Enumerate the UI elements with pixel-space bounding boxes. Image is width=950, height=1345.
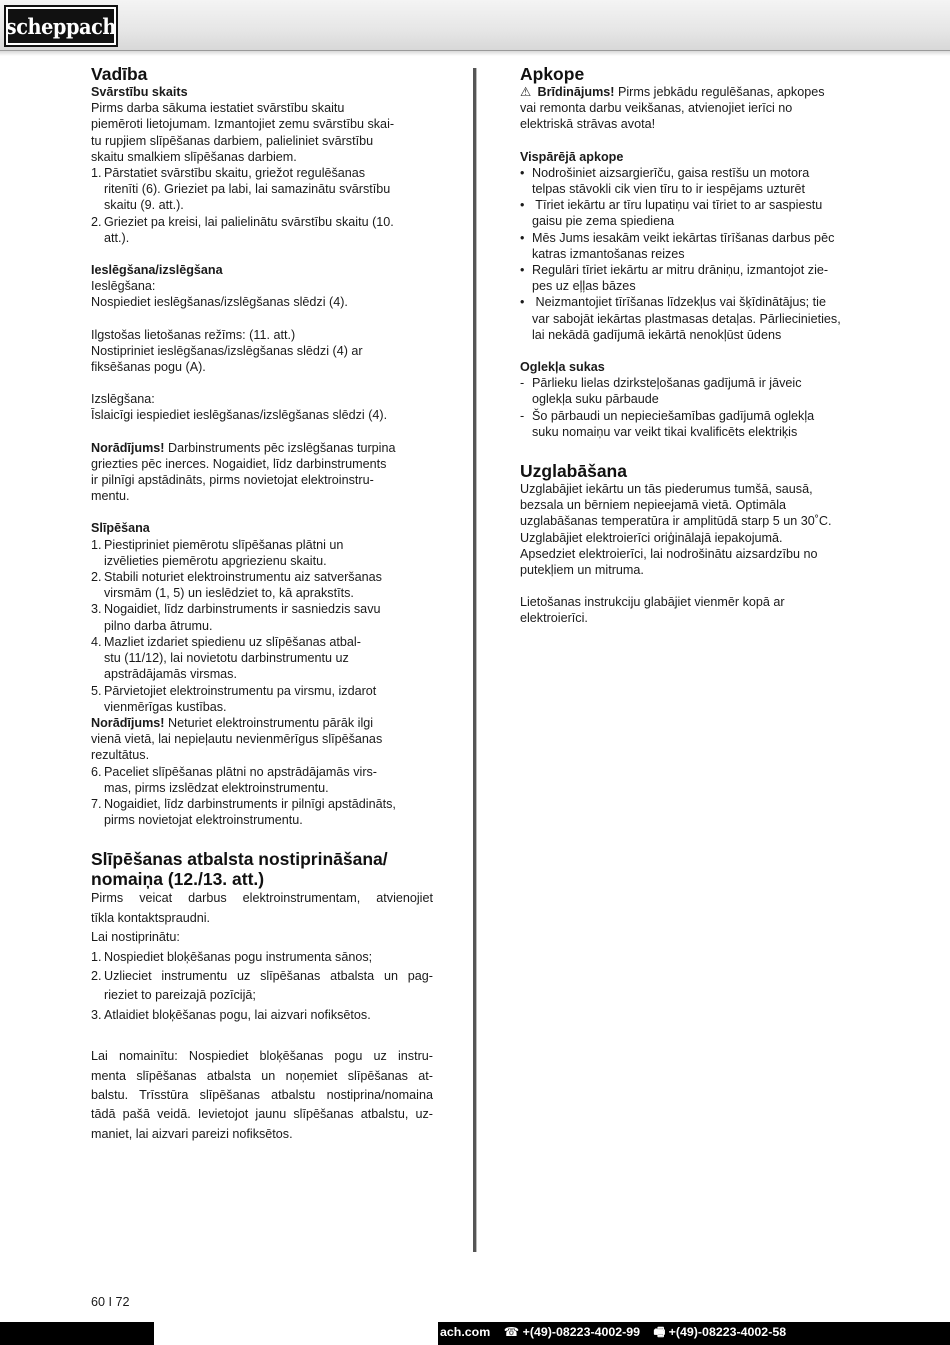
atbalsta-heading: Slīpēšanas atbalsta nostiprināšana/ nomaiņa (12./13. att.): [91, 849, 388, 889]
list-item: - Pārlieku lielas dzirksteļošanas gadījumā ir jāveic oglekļa suku pārbaude: [520, 376, 802, 407]
vadiba-heading: Vadība: [91, 64, 148, 84]
warning-paragraph: ⚠ Brīdinājums! Pirms jebkādu regulēšanas, apkopes vai remonta darbu veikšanas, atvienojiet ierīci no elektriskā strāvas avota!: [520, 85, 825, 132]
list-item: 7. Nogaidiet, līdz darbinstruments ir pilnīgi apstādināts, pirms novietojat elektroinstrumentu.: [91, 796, 396, 828]
list-item: 1. Pārstatiet svārstību skaitu, griežot regulēšanas ritenīti (6). Grieziet pa labi, lai samazinātu svārstību skaitu (9. att.).: [91, 166, 391, 213]
ieslegsana-heading: Ieslēgšana/izslēgšana: [91, 263, 223, 278]
atbalsta-section: Pirms veicat darbus elektroinstrumentam, atvienojiet tīkla kontaktspraudni. Lai nostiprinātu: 1. Nospiediet bloķēšanas pogu instrumenta sānos; 2. Uzlieciet instrumentu uz slīpēšanas atbalsta un pag- rieziet to pareizajā pozīcijā; 3. Atlaidiet bloķēšanas pogu, lai aizvari nofiksētos. Lai nomainītu: Nospiediet bloķēšanas pogu uz instru- menta slīpēšanas atbalsta un noņemiet slīpēšanas at- balstu. Trīsstūra slīpēšanas atbalstu nostiprina/nomaina tādā pašā veidā. Ievietojot jaunu slīpēšanas atbalstu, uz- maniet, lai aizvari pareizi nofiksētos.: [91, 889, 433, 1144]
header-shadow: [0, 50, 950, 56]
oglekla-heading: Oglekļa sukas: [520, 360, 605, 375]
list-item: 2. Grieziet pa kreisi, lai palielinātu svārstību skaitu (10. att.).: [91, 214, 394, 245]
list-item: 2. Stabili noturiet elektroinstrumentu aiz satveršanas virsmām (1, 5) un ieslēdziet to, kā aprakstīts.: [91, 570, 382, 601]
footer-white-block: [154, 1322, 438, 1345]
logo-text: scheppach: [5, 13, 117, 39]
svarstibu-heading: Svārstību skaits: [91, 85, 188, 99]
lietosanas-paragraph: Lietošanas instrukciju glabājiet vienmēr kopā ar elektroierīci.: [520, 595, 785, 626]
note-paragraph: Norādījums! Darbinstruments pēc izslēgšanas turpina griezties pēc inerces. Nogaidiet, līdz darbinstruments ir pilnīgi apstādināts, pirms novietojat elektroinstru- mentu.: [91, 440, 396, 504]
note-paragraph: Norādījums! Neturiet elektroinstrumentu pārāk ilgi vienā vietā, lai nepieļautu nevienmērīgus slīpēšanas rezultātus.: [91, 715, 383, 763]
list-item: • Regulāri tīriet iekārtu ar mitru drāniņu, izmantojot zie- pes uz eļļas bāzes: [520, 263, 829, 294]
nomainit-paragraph: Lai nomainītu: Nospiediet bloķēšanas pogu uz instru- menta slīpēšanas atbalsta un noņemiet slīpēšanas at- balstu. Trīsstūra slīpēšanas atbalstu nostiprina/nomaina tādā pašā veidā. Ievietojot jaunu slīpēšanas atbalstu, uz- maniet, lai aizvari pareizi nofiksētos.: [91, 1049, 433, 1141]
list-item: 6. Paceliet slīpēšanas plātni no apstrādājamās virs- mas, pirms izslēdzat elektroinstrumentu.: [91, 764, 378, 795]
page-number: 60 I 72: [91, 1295, 130, 1309]
ieslegsana-text: Nospiediet ieslēgšanas/izslēgšanas slēdzi (4).: [91, 295, 348, 310]
list-item: • Nodrošiniet aizsargierīču, gaisa restīšu un motora telpas stāvokli cik vien tīru to ir iespējams uzturēt: [520, 165, 810, 197]
list-item: 5. Pārvietojiet elektroinstrumentu pa virsmu, izdarot vienmērīgas kustības.: [91, 683, 377, 714]
list-item: • Neizmantojiet tīrīšanas līdzekļus vai šķīdinātājus; tie var sabojāt iekārtas plastmasas detaļas. Pārliecinieties, lai nekādā gadījumā iekārtā nenokļūst ūdens: [520, 295, 841, 342]
apkope-heading: Apkope: [520, 64, 585, 84]
svarstibu-paragraph: Pirms darba sākuma iestatiet svārstību skaitu piemēroti lietojumam. Izmantojiet zemu svārstību skai- tu rupjiem slīpēšanas darbiem, palieliniet svārstību skaitu smalkiem slīpēšanas darbiem.: [91, 101, 395, 164]
footer-contact: [440, 1324, 796, 1341]
column-divider: [473, 68, 476, 1252]
list-item: - Šo pārbaudi un nepieciešamības gadījumā oglekļa suku nomaiņu var veikt tikai kvalificēts elektriķis: [520, 408, 815, 439]
warning-icon: ⚠: [520, 85, 532, 99]
list-item: 2. Uzlieciet instrumentu uz slīpēšanas atbalsta un pag- rieziet to pareizajā pozīcijā;: [91, 968, 433, 1003]
footer-fax: 🖷 +(49)-08223-4002-58: [653, 1325, 787, 1339]
list-item: 1. Piestipriniet piemērotu slīpēšanas plātni un izvēlieties piemērotu apgriezienu skaitu.: [91, 537, 344, 568]
list-item: 1. Nospiediet bloķēšanas pogu instrumenta sānos;: [91, 949, 373, 964]
visparja-apkope-heading: Vispārējā apkope: [520, 149, 624, 164]
list-item: 3. Atlaidiet bloķēšanas pogu, lai aizvari nofiksētos.: [91, 1007, 371, 1022]
slipesana-heading: Slīpēšana: [91, 521, 150, 536]
uzglabasana-heading: Uzglabāšana: [520, 461, 627, 482]
list-item: • Mēs Jums iesakām veikt iekārtas tīrīšanas darbus pēc katras izmantošanas reizes: [520, 230, 835, 261]
izslegsana-text: Īslaicīgi iespiediet ieslēgšanas/izslēgšanas slēdzi (4).: [91, 408, 388, 423]
right-column: [520, 65, 858, 627]
list-item: • Tīriet iekārtu ar tīru lupatiņu vai tīriet to ar saspiestu gaisu pie zema spiediena: [520, 198, 823, 229]
uzglabasana-paragraph: Uzglabājiet iekārtu un tās piederumus tumšā, sausā, bezsala un bērniem nepieejamā vietā. Optimāla uzglabāšanas temperatūra ir amplitūdā starp 5 un 30˚C. Uzglabājiet elektroierīci oriģinālajā iepakojumā. Apsedziet elektroierīci, lai nodrošinātu aizsardzību no putekļiem un mitruma.: [520, 482, 832, 578]
footer-web: ach.com: [440, 1325, 491, 1339]
left-column: Vadība Svārstību skaits Pirms darba sākuma iestatiet svārstību skaitu piemēroti lietojumam. Izmantojiet zemu svārstību skai- tu rupjiem slīpēšanas darbiem, palieliniet svārstību skaitu smalkiem slīpēšanas darbiem. 1. Pārstatiet svārstību skaitu, griežot regulēšanas ritenīti (6). Grieziet pa labi, lai samazinātu svārstību skaitu (9. att.). 2. Grieziet pa kreisi, lai palielinātu svārstību skaitu (10. att.). Ieslēgšana/izslēgšana Ieslēgšana: Nospiediet ieslēgšanas/izslēgšanas slēdzi (4). Ilgstošas lietošanas režīms: (11. att.) Nostipriniet ieslēgšanas/izslēgšanas slēdzi (4) ar fiksēšanas pogu (A). Izslēgšana: Īslaicīgi iespiediet ieslēgšanas/izslēgšanas slēdzi (4). Norādījums! Darbinstruments pēc izslēgšanas turpina griezties pēc inerces. Nogaidiet, līdz darbinstruments ir pilnīgi apstādināts, pirms novietojat elektroinstru- mentu. Slīpēšana 1. Piestipriniet piemērotu slīpēšanas plātni un izvēlieties piemērotu apgriezienu skaitu. 2. Stabili noturiet elektroinstrumentu aiz satveršanas virsmām (1, 5) un ieslēdziet to, kā aprakstīts. 3. Nogaidiet, līdz darbinstruments ir sasniedzis savu pilno darba ātrumu. 4. Mazliet izdariet spiedienu uz slīpēšanas atbal- stu (11/12), lai novietotu darbinstrumentu uz apstrādājamās virsmas. 5. Pārvietojiet elektroinstrumentu pa virsmu, izdarot vienmērīgas kustības. Norādījums! Neturiet elektroinstrumentu pārāk ilgi vienā vietā, lai nepieļautu nevienmērīgus slīpēšanas rezultātus. 6. Paceliet slīpēšanas plātni no apstrādājamās virs- mas, pirms izslēdzat elektroinstrumentu. 7. Nogaidiet, līdz darbinstruments ir pilnīgi apstādināts, pirms novietojat elektroinstrumentu. Slīpēšanas atbalsta nostiprināšana/ nomaiņa (12./13. att.) Pirms veicat darbus elektroinstrumentam, atvienojiet tīkla kontaktspraudni. Lai nostiprinātu: 1. Nospiediet bloķēšanas pogu instrumenta sānos; 2. Uzlieciet instrumentu uz slīpēšanas atbalsta un pag- rieziet to pareizajā pozīcijā; 3. Atlaidiet bloķēšanas pogu, lai aizvari nofiksētos. Lai nomainītu: Nospiediet bloķēšanas pogu uz instru- menta slīpēšanas atbalsta un noņemiet slīpēšanas at- balstu. Trīsstūra slīpēšanas atbalstu nostiprina/nomaina tādā pašā veidā. Ievietojot jaunu slīpēšanas atbalstu, uz- maniet, lai aizvari pareizi nofiksētos.: [91, 65, 433, 1144]
header-band: [0, 0, 950, 51]
izslegsana-label: Izslēgšana:: [91, 392, 155, 407]
list-item: 4. Mazliet izdariet spiedienu uz slīpēšanas atbal- stu (11/12), lai novietotu darbinstrumentu uz apstrādājamās virsmas.: [91, 634, 361, 682]
footer-phone: ☎ +(49)-08223-4002-99: [503, 1325, 641, 1339]
ilgstosas-line: Ilgstošas lietošanas režīms: (11. att.): [91, 327, 296, 342]
list-item: 3. Nogaidiet, līdz darbinstruments ir sasniedzis savu pilno darba ātrumu.: [91, 602, 381, 633]
ieslegsana-label: Ieslēgšana:: [91, 279, 156, 294]
scheppach-logo: [4, 5, 118, 47]
